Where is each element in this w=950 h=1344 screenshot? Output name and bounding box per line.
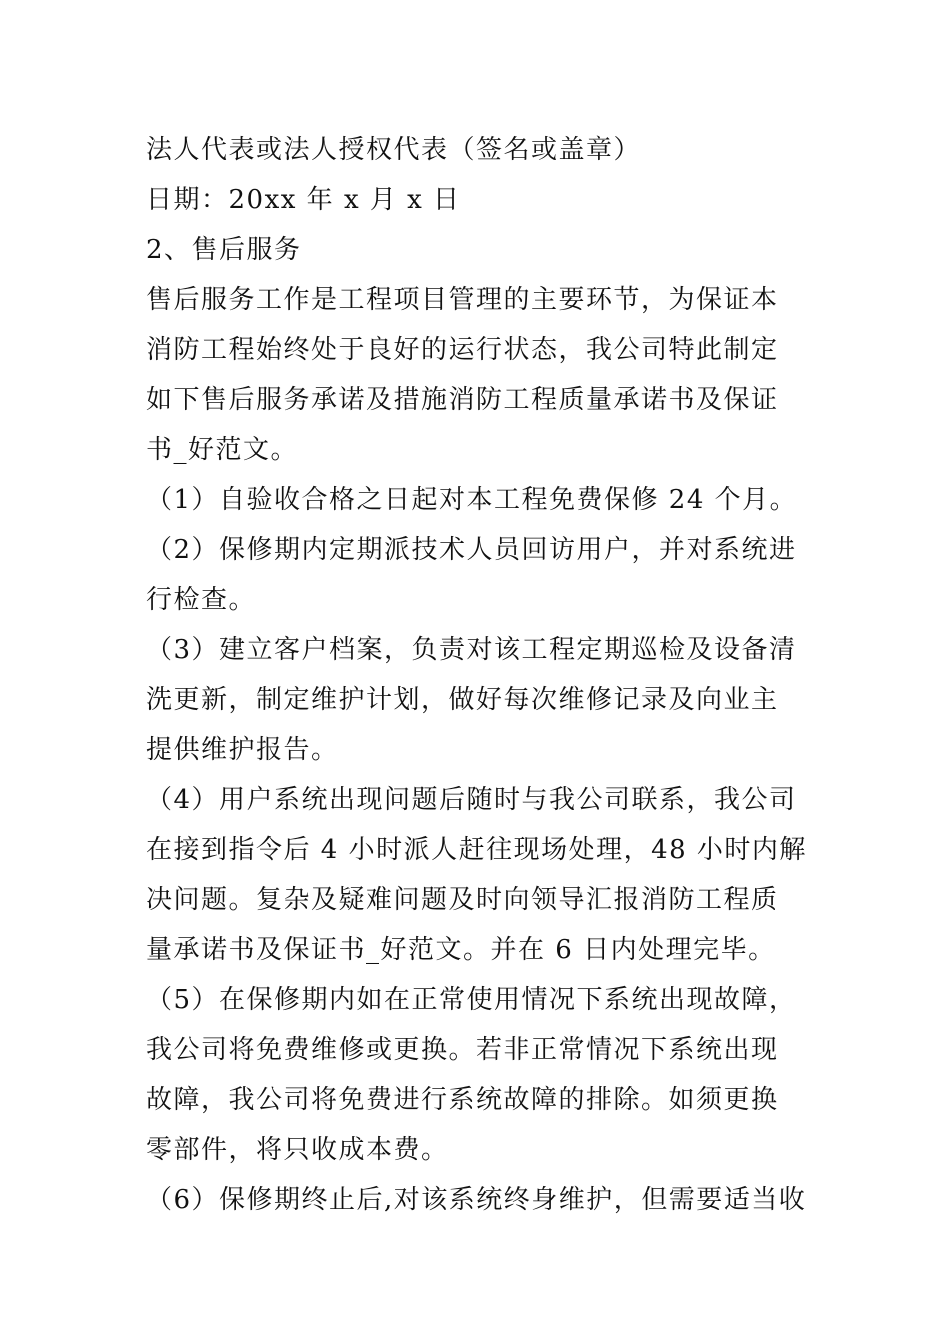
- service-item-6-line: （6）保修期终止后,对该系统终身维护，但需要适当收: [146, 1185, 807, 1215]
- service-item-5-line: （5）在保修期内如在正常使用情况下系统出现故障，: [146, 985, 797, 1015]
- section-heading: 2、售后服务: [146, 235, 302, 265]
- service-item-3-line: 洗更新，制定维护计划，做好每次维修记录及向业主: [146, 685, 779, 715]
- service-item-4-line: （4）用户系统出现问题后随时与我公司联系，我公司: [146, 785, 797, 815]
- service-item-3-line: （3）建立客户档案，负责对该工程定期巡检及设备清: [146, 635, 797, 665]
- service-item-4-line: 在接到指令后 4 小时派人赶往现场处理，48 小时内解: [146, 835, 807, 865]
- service-item-2-line: （2）保修期内定期派技术人员回访用户，并对系统进: [146, 535, 797, 565]
- intro-paragraph-line: 消防工程始终处于良好的运行状态，我公司特此制定: [146, 335, 779, 365]
- signature-line: 法人代表或法人授权代表（签名或盖章）: [146, 135, 642, 165]
- service-item-4-line: 量承诺书及保证书_好范文。并在 6 日内处理完毕。: [146, 935, 776, 965]
- service-item-3-line: 提供维护报告。: [146, 735, 339, 765]
- date-line: 日期：20xx 年 x 月 x 日: [146, 185, 461, 215]
- intro-paragraph-line: 如下售后服务承诺及措施消防工程质量承诺书及保证: [146, 385, 779, 415]
- service-item-5-line: 故障，我公司将免费进行系统故障的排除。如须更换: [146, 1085, 779, 1115]
- service-item-5-line: 我公司将免费维修或更换。若非正常情况下系统出现: [146, 1035, 779, 1065]
- intro-paragraph-line: 书_好范文。: [146, 435, 299, 465]
- service-item-4-line: 决问题。复杂及疑难问题及时向领导汇报消防工程质: [146, 885, 779, 915]
- service-item-1-line: （1）自验收合格之日起对本工程免费保修 24 个月。: [146, 485, 798, 515]
- service-item-2-line: 行检查。: [146, 585, 257, 615]
- service-item-5-line: 零部件，将只收成本费。: [146, 1135, 449, 1165]
- intro-paragraph-line: 售后服务工作是工程项目管理的主要环节，为保证本: [146, 285, 779, 315]
